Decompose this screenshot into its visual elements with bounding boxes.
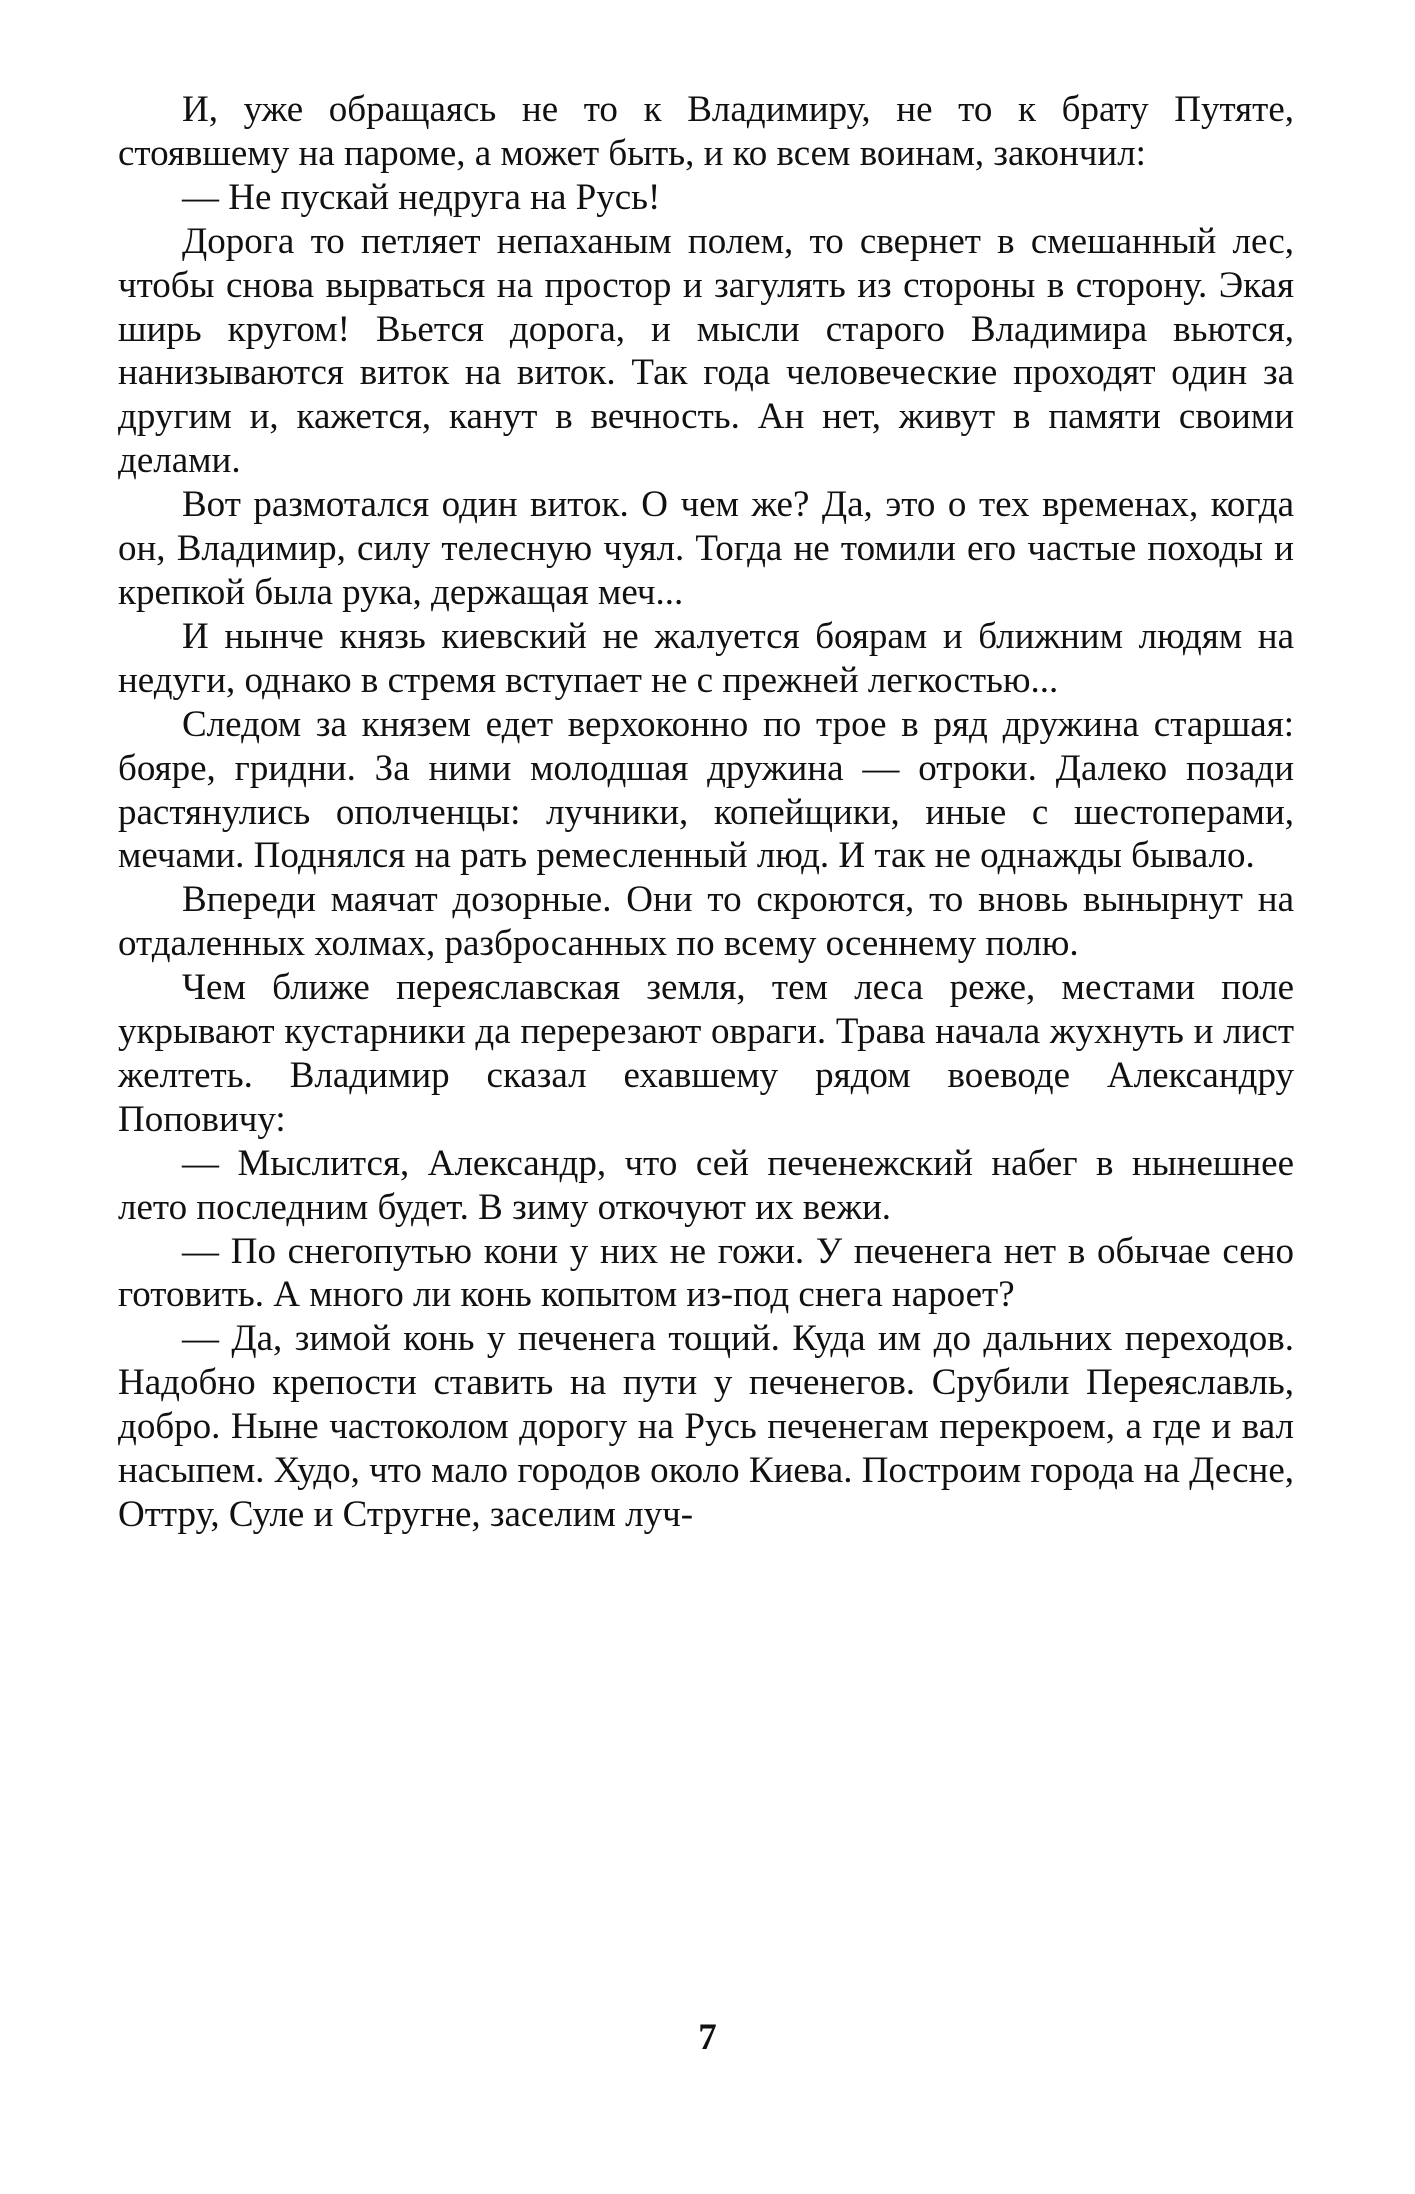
paragraph: — Мыслится, Александр, что сей печенежский набег в нынешнее лето последним будет. В зиму откочуют их вежи. [118,1142,1294,1228]
paragraph: — Да, зимой конь у печенега тощий. Куда им до дальних переходов. Надобно крепости ставить на пути у печенегов. Срубили Переяславль, добро. Ныне частоколом дорогу на Русь печенегам перекроем, а где и вал насыпем. Худо, что мало городов около Киева. Построим города на Десне, Оттру, Суле и Стругне, заселим луч- [118,1318,1294,1535]
paragraph: И нынче князь киевский не жалуется боярам и ближним людям на недуги, однако в стремя вступает не с прежней легкостью... [118,615,1294,701]
paragraph: И, уже обращаясь не то к Владимиру, не то к брату Путяте, стоявшему на пароме, а может быть, и ко всем воинам, закончил: [118,89,1294,174]
paragraph: Дорога то петляет непаханым полем, то свернет в смешанный лес, чтобы снова вырваться на простор и загулять из стороны в сторону. Экая ширь кругом! Вьется дорога, и мысли старого Владимира вьются, нанизываются виток на виток. Так года человеческие проходят один за другим и, кажется, канут в вечность. Ан нет, живут в памяти своими делами. [118,220,1294,482]
paragraph: Впереди маячат дозорные. Они то скроются, то вновь вынырнут на отдаленных холмах, разбросанных по всему осеннему полю. [118,879,1294,965]
paragraph: Чем ближе переяславская земля, тем леса реже, местами поле укрывают кустарники да перерезают овраги. Трава начала жухнуть и лист желтеть. Владимир сказал ехавшему рядом воеводе Александру Поповичу: [118,967,1294,1140]
paragraph: — Не пускай недруга на Русь! [182,176,661,218]
paragraph: Вот размотался один виток. О чем же? Да, это о тех временах, когда он, Владимир, силу телесную чуял. Тогда не томили его частые походы и крепкой была рука, держащая меч... [118,484,1294,613]
page-number: 7 [698,2017,717,2058]
paragraph: Следом за князем едет верхоконно по трое в ряд дружина старшая: бояре, гридни. За ними молодшая дружина — отроки. Далеко позади растянулись ополченцы: лучники, копейщики, иные с шестоперами, мечами. Поднялся на рать ремесленный люд. И так не однажды бывало. [118,703,1294,877]
book-page-text [118,88,1294,1537]
paragraph: — По снегопутью кони у них не гожи. У печенега нет в обычае сено готовить. А много ли конь копытом из-под снега нароет? [118,1230,1294,1316]
